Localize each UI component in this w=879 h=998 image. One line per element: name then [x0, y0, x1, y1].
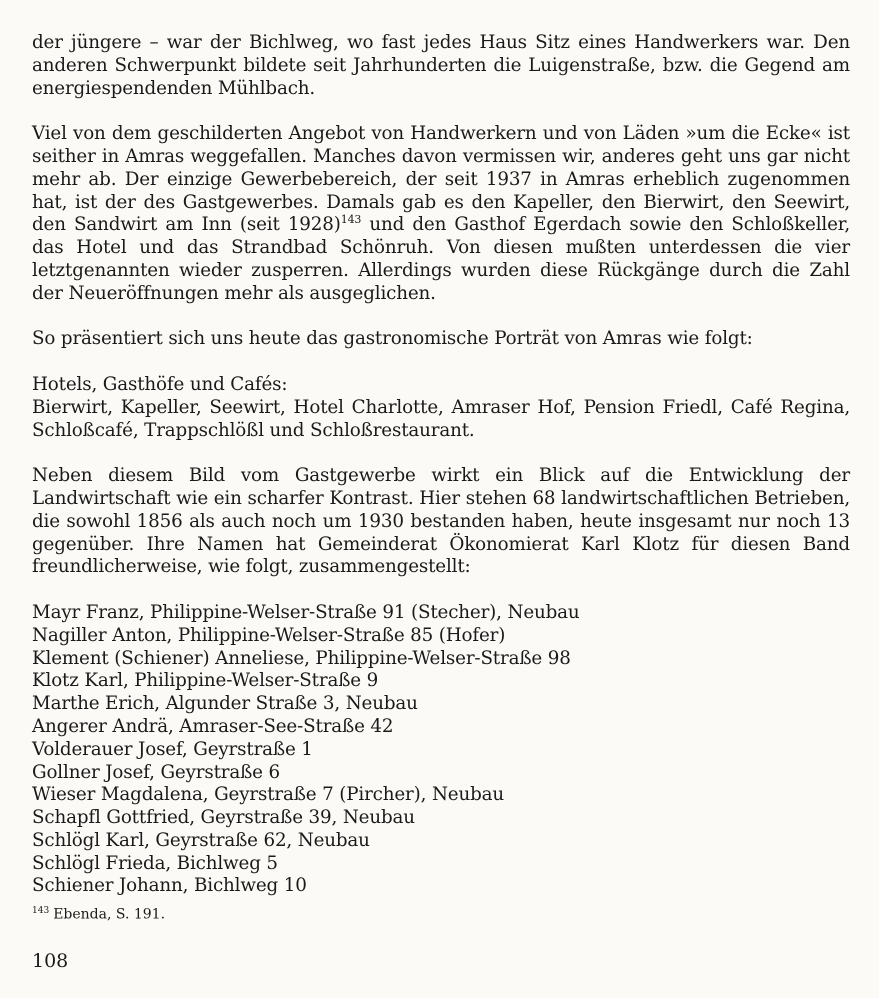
footnote [32, 906, 165, 923]
list-item: Gollner Josef, Geyrstraße 6 [32, 761, 280, 783]
list-item: Klotz Karl, Philippine-Welser-Straße 9 [32, 670, 379, 692]
hotels-heading: Hotels, Gasthöfe und Cafés: [32, 373, 288, 395]
paragraph-text: Viel von dem geschilderten Angebot von Handwerkern und von Läden »um die Ecke« ist seither in Amras weggefallen. Manches davon vermissen wir, anderes geht uns gar nicht mehr ab. Der einzige Gewerbebereich, der seit 1937 in Amras erheblich zugenommen hat, ist der des Gastgewerbes. Damals gab es den Kapeller, den Bierwirt, den Seewirt, den Sandwirt am Inn (seit 1928) [32, 123, 850, 236]
page-number: 108 [32, 950, 69, 972]
footnote-reference[interactable]: 143 [340, 213, 362, 227]
paragraph-gastgewerbe [32, 123, 850, 305]
hotels-list-text: Bierwirt, Kapeller, Seewirt, Hotel Charlotte, Amraser Hof, Pension Friedl, Café Regina, Schloßcafé, Trappschlößl und Schloßrestaurant. [32, 396, 850, 441]
body-text [32, 32, 850, 921]
list-item: Wieser Magdalena, Geyrstraße 7 (Pircher), Neubau [32, 784, 505, 806]
list-item: Schiener Johann, Bichlweg 10 [32, 875, 307, 897]
paragraph-landwirtschaft [32, 465, 850, 579]
farmers-list [32, 602, 850, 898]
list-item: Schlögl Frieda, Bichlweg 5 [32, 852, 278, 874]
paragraph-text: und den Gasthof Egerdach sowie den Schloßkeller, das Hotel und das Strandbad Schönruh. Von diesen mußten unterdessen die vier letztgenannten wieder zusperren. Allerdings wurden diese Rückgänge durch die Zahl der Neueröffnungen mehr als ausgeglichen. [32, 214, 850, 304]
list-item: Nagiller Anton, Philippine-Welser-Straße 85 (Hofer) [32, 624, 506, 646]
paragraph-text: Neben diesem Bild vom Gastgewerbe wirkt ein Blick auf die Entwicklung der Landwirtschaft wie ein scharfer Kontrast. Hier stehen 68 landwirtschaftlichen Betrieben, die sowohl 1856 als auch noch um 1930 bestanden haben, heute insgesamt nur noch 13 gegenüber. Ihre Namen hat Gemeinderat Ökonomierat Karl Klotz für diesen Band freundlicherweise, wie folgt, zusammengestellt: [32, 465, 850, 578]
paragraph-portrait [32, 328, 850, 351]
list-item: Mayr Franz, Philippine-Welser-Straße 91 (Stecher), Neubau [32, 601, 580, 623]
footnote-text: Ebenda, S. 191. [53, 906, 166, 923]
paragraph-text: So präsentiert sich uns heute das gastronomische Porträt von Amras wie folgt: [32, 328, 753, 350]
paragraph-text: der jüngere – war der Bichlweg, wo fast jedes Haus Sitz eines Handwerkers war. Den anderen Schwerpunkt bildete seit Jahrhunderten die Luigenstraße, bzw. die Gegend am energiespendenden Mühlbach. [32, 32, 850, 99]
hotels-section [32, 374, 850, 442]
paragraph-bichlweg [32, 32, 850, 100]
list-item: Marthe Erich, Algunder Straße 3, Neubau [32, 693, 418, 715]
list-item: Angerer Andrä, Amraser-See-Straße 42 [32, 715, 394, 737]
footnote-number: 143 [32, 906, 50, 916]
list-item: Schlögl Karl, Geyrstraße 62, Neubau [32, 829, 370, 851]
list-item: Schapfl Gottfried, Geyrstraße 39, Neubau [32, 807, 415, 829]
list-item: Klement (Schiener) Anneliese, Philippine-Welser-Straße 98 [32, 647, 571, 669]
list-item: Volderauer Josef, Geyrstraße 1 [32, 738, 313, 760]
